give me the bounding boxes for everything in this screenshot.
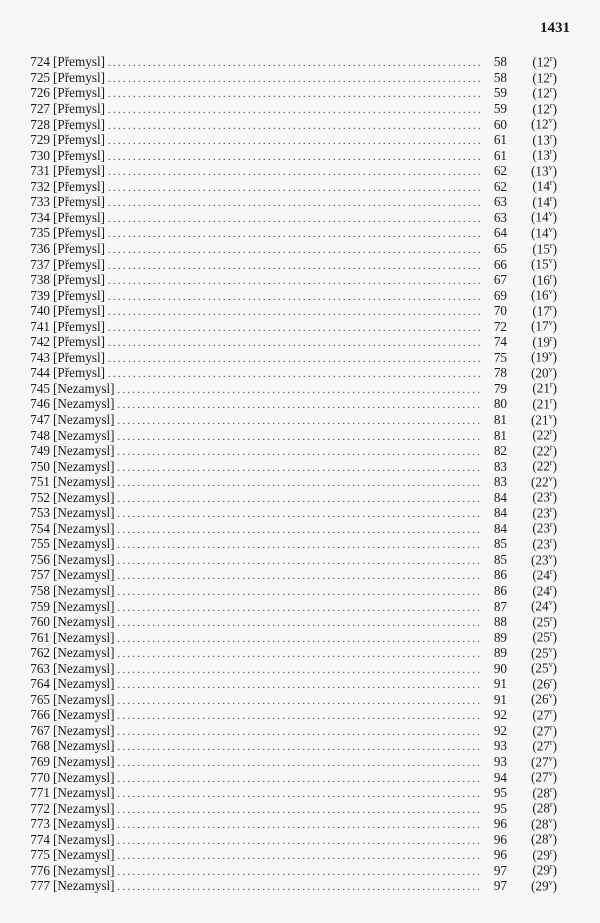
entry-page: 90 — [493, 660, 507, 676]
leader-dots — [118, 880, 483, 896]
entry-number: 731 — [30, 163, 50, 179]
entry-page: 92 — [493, 707, 507, 723]
entry-number: 727 — [30, 101, 50, 117]
entry-number: 739 — [30, 287, 50, 303]
entry-name: [Nezamysl] — [53, 582, 115, 598]
entry-number: 750 — [30, 458, 50, 474]
leader-dots — [118, 569, 483, 585]
entry-page: 87 — [493, 598, 507, 614]
entry-folio: (21$^r$) — [532, 396, 557, 412]
entry-number: 767 — [30, 722, 50, 738]
entry-page: 63 — [493, 194, 507, 210]
entry-name: [Přemysl] — [53, 287, 106, 303]
entry-number: 726 — [30, 85, 50, 101]
leader-dots — [118, 756, 483, 772]
entry-page: 75 — [493, 349, 507, 365]
entry-name: [Nezamysl] — [53, 785, 115, 801]
entry-page: 78 — [493, 365, 507, 381]
list-item — [20, 51, 557, 70]
leader-dots — [108, 165, 483, 181]
entry-name: [Nezamysl] — [53, 754, 115, 769]
leader-dots — [118, 849, 483, 865]
entry-page: 58 — [493, 54, 507, 70]
entry-folio: (17$^v$) — [531, 318, 557, 334]
entry-name: [Přemysl] — [53, 349, 106, 365]
entry-number: 746 — [30, 396, 50, 412]
entry-page: 97 — [493, 878, 507, 894]
entry-number: 754 — [30, 520, 50, 536]
leader-dots — [108, 274, 483, 290]
entry-page: 97 — [493, 862, 507, 878]
entry-page: 86 — [493, 582, 507, 598]
entry-folio: (22$^r$) — [532, 427, 557, 443]
leader-dots — [108, 103, 483, 119]
entry-number: 725 — [30, 69, 50, 85]
entry-name: [Nezamysl] — [53, 474, 115, 490]
entry-page: 84 — [493, 505, 507, 521]
entry-number: 762 — [30, 645, 50, 661]
leader-dots — [108, 290, 483, 306]
entry-number: 755 — [30, 536, 50, 552]
entry-page: 96 — [493, 816, 507, 832]
entry-page: 85 — [493, 536, 507, 552]
entry-page: 79 — [493, 380, 507, 396]
entry-number: 760 — [30, 614, 50, 630]
entry-number: 771 — [30, 785, 50, 801]
entry-name: [Nezamysl] — [53, 443, 115, 459]
entry-name: [Nezamysl] — [53, 847, 115, 863]
entry-page: 64 — [493, 225, 507, 241]
entry-number: 738 — [30, 272, 50, 288]
entry-number: 724 — [30, 54, 50, 70]
entry-name: [Přemysl] — [53, 147, 106, 163]
entry-name: [Nezamysl] — [53, 629, 115, 645]
entry-page: 82 — [493, 443, 507, 459]
entry-page: 89 — [493, 645, 507, 661]
leader-dots — [108, 352, 483, 368]
entry-name: [Přemysl] — [53, 54, 106, 70]
entry-folio: (23$^r$) — [532, 504, 557, 521]
entry-folio: (22$^r$) — [532, 458, 557, 474]
leader-dots — [118, 507, 483, 523]
entry-number: 753 — [30, 505, 50, 521]
entry-number: 745 — [30, 380, 50, 396]
entry-folio: (23$^r$) — [532, 489, 557, 505]
entry-folio: (23$^r$) — [532, 520, 557, 536]
entry-page: 86 — [493, 567, 507, 583]
entry-number: 777 — [30, 878, 50, 894]
entry-name: [Přemysl] — [53, 194, 106, 210]
entry-folio: (14$^r$) — [532, 193, 557, 210]
leader-dots — [118, 585, 483, 601]
entry-number: 756 — [30, 551, 50, 567]
entry-number: 764 — [30, 676, 50, 692]
entry-page: 62 — [493, 178, 507, 194]
entry-name: [Přemysl] — [53, 225, 106, 241]
entry-number: 752 — [30, 489, 50, 505]
entry-folio: (15$^v$) — [531, 256, 557, 272]
entry-number: 734 — [30, 209, 50, 225]
entry-name: [Nezamysl] — [53, 738, 115, 754]
entry-folio: (14$^v$) — [531, 209, 557, 225]
entry-page: 81 — [493, 427, 507, 443]
leader-dots — [118, 740, 483, 756]
leader-dots — [118, 616, 483, 632]
leader-dots — [108, 321, 483, 337]
leader-dots — [118, 383, 483, 399]
entry-name: [Nezamysl] — [53, 520, 115, 536]
entry-number: 761 — [30, 629, 50, 645]
entry-page: 83 — [493, 458, 507, 474]
entry-folio: (19$^v$) — [531, 349, 557, 365]
entry-folio: (22$^v$) — [531, 473, 557, 490]
entry-page: 67 — [493, 272, 507, 288]
entry-folio: (29$^r$) — [532, 846, 557, 863]
entry-number: 749 — [30, 443, 50, 459]
entry-number: 741 — [30, 318, 50, 334]
entry-folio: (25$^r$) — [532, 629, 557, 645]
entry-name: [Přemysl] — [53, 163, 106, 179]
leader-dots — [108, 196, 483, 212]
entry-folio: (22$^r$) — [532, 442, 557, 459]
entry-page: 89 — [493, 629, 507, 645]
entry-number: 751 — [30, 474, 50, 490]
entry-page: 58 — [493, 69, 507, 85]
leader-dots — [118, 430, 483, 446]
entry-name: [Nezamysl] — [53, 800, 115, 816]
entry-name: [Přemysl] — [53, 318, 106, 334]
entry-page: 96 — [493, 847, 507, 863]
entry-name: [Přemysl] — [53, 256, 106, 272]
leader-dots — [118, 834, 483, 850]
entry-folio: (28$^r$) — [532, 800, 557, 816]
entry-folio: (14$^r$) — [532, 178, 557, 194]
entry-folio: (23$^v$) — [531, 551, 557, 567]
entry-name: [Přemysl] — [53, 101, 106, 117]
leader-dots — [118, 772, 483, 788]
entry-name: [Nezamysl] — [53, 380, 115, 396]
entry-name: [Nezamysl] — [53, 567, 115, 583]
entry-name: [Přemysl] — [53, 334, 106, 350]
leader-dots — [118, 787, 483, 803]
entry-folio: (23$^r$) — [532, 535, 557, 552]
entry-folio: (24$^v$) — [531, 598, 557, 614]
entry-list — [20, 51, 557, 894]
entry-folio: (12$^r$) — [532, 69, 557, 85]
entry-page: 65 — [493, 240, 507, 256]
entry-page: 83 — [493, 474, 507, 490]
entry-name: [Nezamysl] — [53, 614, 115, 630]
entry-number: 743 — [30, 349, 50, 365]
entry-folio: (13$^r$) — [532, 147, 557, 163]
entry-page: 61 — [493, 132, 507, 148]
leader-dots — [118, 663, 483, 679]
entry-folio: (13$^v$) — [531, 162, 557, 179]
leader-dots — [118, 461, 483, 477]
leader-dots — [118, 709, 483, 725]
entry-folio: (28$^v$) — [531, 815, 557, 832]
entry-folio: (27$^v$) — [531, 753, 557, 769]
entry-page: 74 — [493, 334, 507, 350]
entry-page: 72 — [493, 318, 507, 334]
entry-page: 85 — [493, 551, 507, 567]
entry-folio: (28$^r$) — [532, 784, 557, 801]
entry-folio: (26$^v$) — [531, 691, 557, 707]
entry-number: 742 — [30, 334, 50, 350]
entry-name: [Nezamysl] — [53, 598, 115, 614]
entry-page: 60 — [493, 116, 507, 132]
entry-folio: (25$^r$) — [532, 613, 557, 630]
entry-page: 94 — [493, 769, 507, 785]
entry-folio: (29$^r$) — [532, 862, 557, 878]
entry-number: 735 — [30, 225, 50, 241]
entry-folio: (24$^r$) — [532, 567, 557, 583]
entry-folio: (27$^r$) — [532, 722, 557, 738]
entry-number: 728 — [30, 116, 50, 132]
entry-page: 62 — [493, 163, 507, 179]
entry-name: [Přemysl] — [53, 240, 106, 256]
entry-number: 765 — [30, 691, 50, 707]
entry-folio: (27$^r$) — [532, 738, 557, 754]
entry-folio: (24$^r$) — [532, 582, 557, 598]
leader-dots — [118, 398, 483, 414]
entry-page: 69 — [493, 287, 507, 303]
entry-folio: (21$^r$) — [532, 380, 557, 396]
entry-number: 733 — [30, 194, 50, 210]
entry-folio: (12$^r$) — [532, 100, 557, 117]
entry-folio: (20$^v$) — [531, 364, 557, 381]
entry-folio: (12$^v$) — [531, 116, 557, 132]
entry-page: 80 — [493, 396, 507, 412]
leader-dots — [108, 181, 483, 197]
leader-dots — [118, 476, 483, 492]
entry-number: 766 — [30, 707, 50, 723]
entry-name: [Nezamysl] — [53, 489, 115, 505]
entry-name: [Nezamysl] — [53, 645, 115, 661]
leader-dots — [108, 150, 483, 166]
leader-dots — [108, 259, 483, 275]
page-number: 1431 — [540, 20, 570, 36]
entry-name: [Nezamysl] — [53, 676, 115, 692]
entry-page: 95 — [493, 785, 507, 801]
leader-dots — [118, 554, 483, 570]
entry-name: [Přemysl] — [53, 69, 106, 85]
entry-number: 768 — [30, 738, 50, 754]
entry-page: 93 — [493, 738, 507, 754]
entry-folio: (25$^v$) — [531, 660, 557, 676]
leader-dots — [108, 367, 483, 383]
entry-number: 770 — [30, 769, 50, 785]
leader-dots — [108, 243, 483, 259]
entry-number: 744 — [30, 365, 50, 381]
entry-name: [Nezamysl] — [53, 707, 115, 723]
entry-number: 732 — [30, 178, 50, 194]
leader-dots — [118, 523, 483, 539]
leader-dots — [118, 414, 483, 430]
entry-folio: (15$^r$) — [532, 240, 557, 256]
entry-folio: (17$^r$) — [532, 302, 557, 319]
leader-dots — [118, 694, 483, 710]
entry-folio: (13$^r$) — [532, 131, 557, 148]
entry-page: 95 — [493, 800, 507, 816]
entry-folio: (16$^v$) — [531, 287, 557, 303]
entry-number: 748 — [30, 427, 50, 443]
entry-folio: (25$^v$) — [531, 644, 557, 661]
entry-number: 772 — [30, 800, 50, 816]
entry-number: 747 — [30, 411, 50, 427]
entry-folio: (26$^r$) — [532, 675, 557, 692]
entry-page: 70 — [493, 303, 507, 319]
entry-name: [Nezamysl] — [53, 396, 115, 412]
entry-page: 81 — [493, 411, 507, 427]
entry-name: [Nezamysl] — [53, 427, 115, 443]
entry-number: 774 — [30, 831, 50, 847]
leader-dots — [108, 305, 483, 321]
entry-page: 84 — [493, 489, 507, 505]
entry-folio: (21$^v$) — [531, 411, 557, 427]
leader-dots — [108, 227, 483, 243]
entry-name: [Nezamysl] — [53, 862, 115, 878]
entry-folio: (27$^r$) — [532, 706, 557, 723]
entry-folio: (12$^r$) — [532, 54, 557, 70]
entry-number: 759 — [30, 598, 50, 614]
entry-name: [Nezamysl] — [53, 816, 115, 832]
entry-number: 758 — [30, 582, 50, 598]
entry-page: 91 — [493, 676, 507, 692]
entry-folio: (19$^r$) — [532, 333, 557, 350]
entry-page: 93 — [493, 754, 507, 769]
leader-dots — [118, 818, 483, 834]
entry-name: [Nezamysl] — [53, 411, 115, 427]
entry-name: [Nezamysl] — [53, 691, 115, 707]
entry-page: 88 — [493, 614, 507, 630]
entry-name: [Nezamysl] — [53, 536, 115, 552]
entry-number: 769 — [30, 754, 50, 769]
leader-dots — [118, 803, 483, 819]
entry-number: 737 — [30, 256, 50, 272]
entry-folio: (28$^v$) — [531, 831, 557, 847]
entry-number: 776 — [30, 862, 50, 878]
entry-number: 736 — [30, 240, 50, 256]
entry-name: [Přemysl] — [53, 365, 106, 381]
entry-number: 773 — [30, 816, 50, 832]
leader-dots — [118, 445, 483, 461]
entry-number: 740 — [30, 303, 50, 319]
leader-dots — [108, 56, 483, 72]
leader-dots — [108, 87, 483, 103]
entry-number: 763 — [30, 660, 50, 676]
leader-dots — [108, 212, 483, 228]
entry-folio: (12$^r$) — [532, 85, 557, 101]
leader-dots — [118, 725, 483, 741]
entry-name: [Nezamysl] — [53, 878, 115, 894]
leader-dots — [118, 678, 483, 694]
entry-name: [Nezamysl] — [53, 505, 115, 521]
entry-name: [Nezamysl] — [53, 769, 115, 785]
entry-name: [Nezamysl] — [53, 722, 115, 738]
entry-page: 96 — [493, 831, 507, 847]
entry-name: [Přemysl] — [53, 116, 106, 132]
entry-name: [Přemysl] — [53, 303, 106, 319]
entry-name: [Nezamysl] — [53, 660, 115, 676]
entry-number: 757 — [30, 567, 50, 583]
entry-number: 775 — [30, 847, 50, 863]
entry-page: 59 — [493, 85, 507, 101]
entry-name: [Nezamysl] — [53, 831, 115, 847]
entry-page: 91 — [493, 691, 507, 707]
entry-name: [Přemysl] — [53, 132, 106, 148]
leader-dots — [118, 492, 483, 508]
leader-dots — [118, 538, 483, 554]
leader-dots — [108, 72, 483, 88]
leader-dots — [108, 119, 483, 135]
entry-name: [Nezamysl] — [53, 458, 115, 474]
leader-dots — [118, 601, 483, 617]
entry-page: 84 — [493, 520, 507, 536]
entry-number: 729 — [30, 132, 50, 148]
entry-folio: (14$^v$) — [531, 225, 557, 241]
entry-folio: (27$^v$) — [531, 769, 557, 785]
entry-number: 730 — [30, 147, 50, 163]
entry-name: [Přemysl] — [53, 272, 106, 288]
entry-folio: (16$^r$) — [532, 271, 557, 288]
entry-folio: (29$^v$) — [531, 877, 557, 894]
entry-page: 63 — [493, 209, 507, 225]
entry-name: [Přemysl] — [53, 178, 106, 194]
entry-name: [Nezamysl] — [53, 551, 115, 567]
entry-name: [Přemysl] — [53, 209, 106, 225]
entry-page: 59 — [493, 101, 507, 117]
entry-page: 92 — [493, 722, 507, 738]
entry-page: 66 — [493, 256, 507, 272]
leader-dots — [118, 647, 483, 663]
entry-page: 61 — [493, 147, 507, 163]
leader-dots — [118, 865, 483, 881]
entry-name: [Přemysl] — [53, 85, 106, 101]
leader-dots — [118, 632, 483, 648]
leader-dots — [108, 134, 483, 150]
leader-dots — [108, 336, 483, 352]
